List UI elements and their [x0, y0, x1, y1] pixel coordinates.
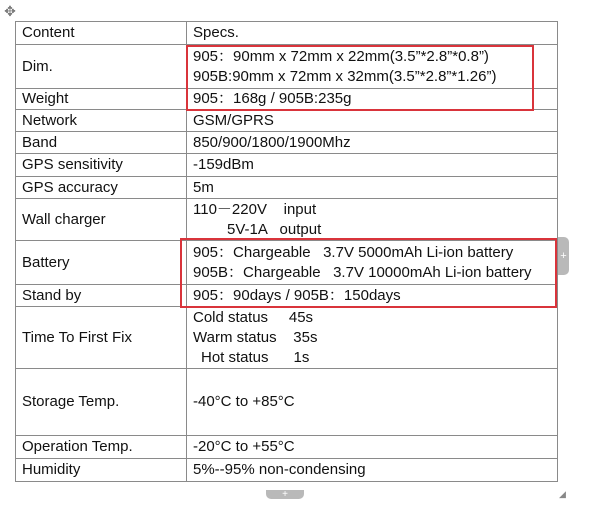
table-row-band: [16, 132, 558, 154]
row-label[interactable]: Wall charger: [16, 199, 187, 241]
value-line: 110－220V input: [193, 200, 317, 218]
row-value[interactable]: 905：168g / 905B:235g: [187, 89, 558, 110]
add-column-plus-icon[interactable]: +: [558, 237, 569, 275]
table-row-humidity: [16, 459, 558, 482]
row-label[interactable]: Storage Temp.: [16, 369, 187, 436]
table-move-handle-icon[interactable]: ✥: [4, 3, 16, 19]
row-label[interactable]: GPS accuracy: [16, 177, 187, 199]
row-label[interactable]: Operation Temp.: [16, 436, 187, 459]
table-resize-handle-icon[interactable]: ◢: [559, 489, 566, 499]
value-line: 905：Chargeable 3.7V 5000mAh Li-ion battery: [193, 243, 514, 261]
value-line: Hot status 1s: [201, 348, 310, 366]
row-value[interactable]: -159dBm: [187, 154, 558, 177]
row-value[interactable]: GSM/GPRS: [187, 110, 558, 132]
row-label[interactable]: Dim.: [16, 45, 187, 89]
header-specs-cell[interactable]: Specs.: [187, 22, 558, 45]
row-label[interactable]: Battery: [16, 241, 187, 285]
table-row-wall-charger: [16, 199, 558, 241]
value-line: 905：90mm x 72mm x 22mm(3.5”*2.8”*0.8”): [193, 47, 489, 65]
table-row-network: [16, 110, 558, 132]
row-value[interactable]: [187, 199, 558, 241]
value-line: 5V-1A output: [227, 220, 322, 238]
header-content-cell[interactable]: Content: [16, 22, 187, 45]
value-line: Cold status 45s: [193, 308, 314, 326]
table-row-storage-temp: [16, 369, 558, 436]
row-label[interactable]: Stand by: [16, 285, 187, 307]
table-row-gps-sensitivity: [16, 154, 558, 177]
table-row-ttff: [16, 307, 558, 369]
row-value[interactable]: [187, 307, 558, 369]
highlight-box-dim-weight: [186, 45, 534, 111]
row-value[interactable]: 5m: [187, 177, 558, 199]
row-value[interactable]: 905：90days / 905B：150days: [187, 285, 558, 307]
row-label[interactable]: Time To First Fix: [16, 307, 187, 369]
value-line: 905B：Chargeable 3.7V 10000mAh Li-ion battery: [193, 263, 532, 281]
row-label[interactable]: GPS sensitivity: [16, 154, 187, 177]
row-value[interactable]: 5%--95% non-condensing: [187, 459, 558, 482]
value-line: 905B:90mm x 72mm x 32mm(3.5”*2.8”*1.26”): [193, 67, 497, 85]
row-label[interactable]: Humidity: [16, 459, 187, 482]
table-header-row: [16, 22, 558, 45]
highlight-box-battery-standby: [180, 238, 557, 308]
table-row-gps-accuracy: [16, 177, 558, 199]
value-line: Warm status 35s: [193, 328, 318, 346]
row-value[interactable]: -40°C to +85°C: [187, 369, 558, 436]
table-row-operation-temp: [16, 436, 558, 459]
row-label[interactable]: Network: [16, 110, 187, 132]
add-row-plus-icon[interactable]: +: [266, 490, 304, 499]
row-value[interactable]: 850/900/1800/1900Mhz: [187, 132, 558, 154]
row-value[interactable]: -20°C to +55°C: [187, 436, 558, 459]
row-label[interactable]: Weight: [16, 89, 187, 110]
row-label[interactable]: Band: [16, 132, 187, 154]
